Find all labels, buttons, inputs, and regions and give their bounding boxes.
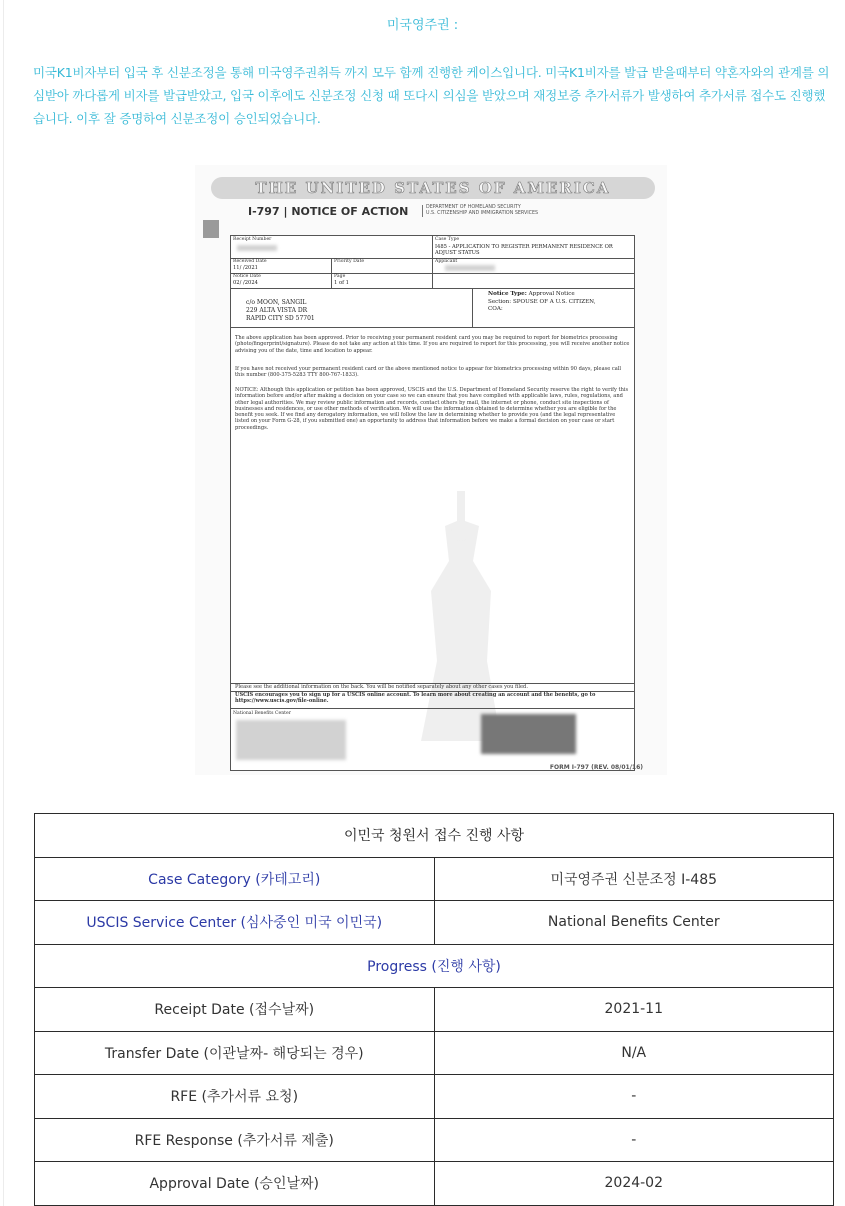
page-label: Page — [334, 274, 346, 279]
case-category-label: Case Category (카테고리) — [35, 857, 435, 901]
received-date-label: Received Date — [233, 259, 267, 264]
table-row — [35, 857, 834, 901]
received-date-value: 11/ /2021 — [233, 265, 258, 271]
notice-type-label: Notice Type: — [488, 291, 527, 297]
notice-paragraph-1: The above application has been approved. Prior to receiving your permanent resident card you may be required to report for biometrics processing (photo/fingerprint/signature). Please do not take any action at this time. If you are required to report for this processing, you will receive another notice advising you of the date, time and location to appear. — [235, 335, 630, 354]
transfer-date-value: N/A — [434, 1031, 834, 1075]
receipt-date-value: 2021-11 — [434, 988, 834, 1032]
page-frame-border — [3, 0, 4, 1206]
table-row — [35, 901, 834, 945]
notice-type-value: Approval Notice — [528, 291, 575, 297]
table-title: 이민국 청원서 접수 진행 사항 — [35, 814, 834, 858]
redaction-blur — [481, 714, 576, 754]
notice-row-address — [231, 289, 634, 328]
table-row — [35, 988, 834, 1032]
case-type-value: I485 - APPLICATION TO REGISTER PERMANENT RESIDENCE OR ADJUST STATUS — [435, 244, 613, 257]
receipt-number-label: Receipt Number — [233, 237, 272, 242]
rfe-response-label: RFE Response (추가서류 제출) — [35, 1118, 435, 1162]
table-row — [35, 1118, 834, 1162]
table-row — [35, 1031, 834, 1075]
receipt-date-label: Receipt Date (접수날짜) — [35, 988, 435, 1032]
notice-divider — [231, 708, 634, 709]
notice-form-name: NOTICE OF ACTION — [291, 205, 409, 218]
rfe-response-value: - — [434, 1118, 834, 1162]
approval-date-label: Approval Date (승인날짜) — [35, 1162, 435, 1206]
redaction-blur — [237, 245, 277, 251]
table-row — [35, 1075, 834, 1119]
notice-form-title: I-797 | NOTICE OF ACTION — [248, 205, 409, 218]
notice-paragraph-3: NOTICE: Although this application or petition has been approved, USCIS and the U.S. Department of Homeland Security reserve the right to verify this information before and/or after making a decision on your case so we can ensure that you have complied with applicable laws, rules, regulations, and other legal authorities. We may review public information and records, contact others by mail, the internet or phone, conduct site inspections of businesses and residences, or use other methods of verification. We will use the information obtained to determine whether you are eligible for the benefit you seek. If we find any derogatory information, we will follow the law in determining whether to provide you (and the legal representative listed on your Form G-28, if you submitted one) an opportunity to address that information before we make a formal decision on your case or start proceedings. — [235, 387, 629, 431]
table-title-row — [35, 814, 834, 858]
notice-section: Section: SPOUSE OF A U.S. CITIZEN, — [488, 298, 596, 305]
service-center-value: National Benefits Center — [434, 901, 834, 945]
notice-row-notice-date — [231, 274, 634, 289]
notice-dept — [422, 205, 538, 217]
notice-date-label: Notice Date — [233, 274, 261, 279]
case-type-label: Case Type — [435, 237, 460, 242]
redaction-blur — [236, 720, 346, 760]
page-value: 1 of 1 — [334, 280, 349, 286]
notice-coa: COA: — [488, 306, 503, 312]
progress-heading: Progress (진행 사항) — [35, 944, 834, 988]
notice-dept-line2: U.S. CITIZENSHIP AND IMMIGRATION SERVICES — [426, 211, 539, 216]
benefits-center-label: National Benefits Center — [233, 711, 291, 716]
address-line: c/o MOON, SANGIL — [246, 299, 307, 306]
address-line: RAPID CITY SD 57701 — [246, 315, 315, 322]
table-row — [35, 944, 834, 988]
intro-paragraph: 미국K1비자부터 입국 후 신분조정을 통해 미국영주권취득 까지 모두 함께 진행한 케이스입니다. 미국K1비자를 발급 받을때부터 약혼자와의 관계를 의심받아 까다롭게 비자를 발급받았고, 입국 이후에도 신분조정 신청 때 또다시 의심을 받았으며 재정보증 추가서류가 발생하여 추가서류 접수도 진행했습니다. 이후 잘 증명하여 신분조정이 승인되었습니다. — [33, 65, 830, 126]
notice-footer-note-1: Please see the additional information on the back. You will be notified separately about any other cases you filed. — [235, 684, 528, 690]
section-heading: 미국영주권 : — [386, 18, 459, 33]
notice-dept-line1: DEPARTMENT OF HOMELAND SECURITY — [426, 205, 521, 210]
address-line: 229 ALTA VISTA DR — [246, 307, 308, 314]
notice-form-rev: FORM I-797 (REV. 08/01/16) — [549, 764, 643, 771]
notice-banner: THE UNITED STATES OF AMERICA — [211, 177, 655, 199]
notice-row-receipt — [231, 236, 634, 259]
mailing-address — [246, 299, 315, 323]
notice-paragraph-2: If you have not received your permanent resident card or the above mentioned notice to appear for biometrics processing within 90 days, please call this number (800-375-5283 TTY 800-767-1833). — [235, 366, 622, 379]
notice-row-dates — [231, 259, 634, 274]
notice-date-value: 02/ /2024 — [233, 280, 258, 286]
approval-date-value: 2024-02 — [434, 1162, 834, 1206]
applicant-label: Applicant — [435, 259, 458, 264]
i797-notice-image — [195, 165, 667, 775]
statue-of-liberty-watermark — [361, 481, 561, 751]
redaction-blur — [445, 265, 495, 271]
redaction-mark — [203, 220, 219, 238]
service-center-label: USCIS Service Center (심사중인 미국 이민국) — [35, 901, 435, 945]
table-row — [35, 1162, 834, 1206]
notice-type-block — [488, 291, 595, 314]
priority-date-label: Priority Date — [334, 259, 365, 264]
petition-progress-table — [34, 813, 834, 1206]
rfe-label: RFE (추가서류 요청) — [35, 1075, 435, 1119]
transfer-date-label: Transfer Date (이관날짜- 해당되는 경우) — [35, 1031, 435, 1075]
rfe-value: - — [434, 1075, 834, 1119]
notice-body — [230, 235, 635, 771]
notice-footer-note-2: USCIS encourages you to sign up for a USCIS online account. To learn more about creating an account and the benefits, go to https://www.uscis.gov/file-online. — [235, 692, 596, 705]
case-category-value: 미국영주권 신분조정 I-485 — [434, 857, 834, 901]
notice-form-id: I-797 — [248, 205, 280, 218]
